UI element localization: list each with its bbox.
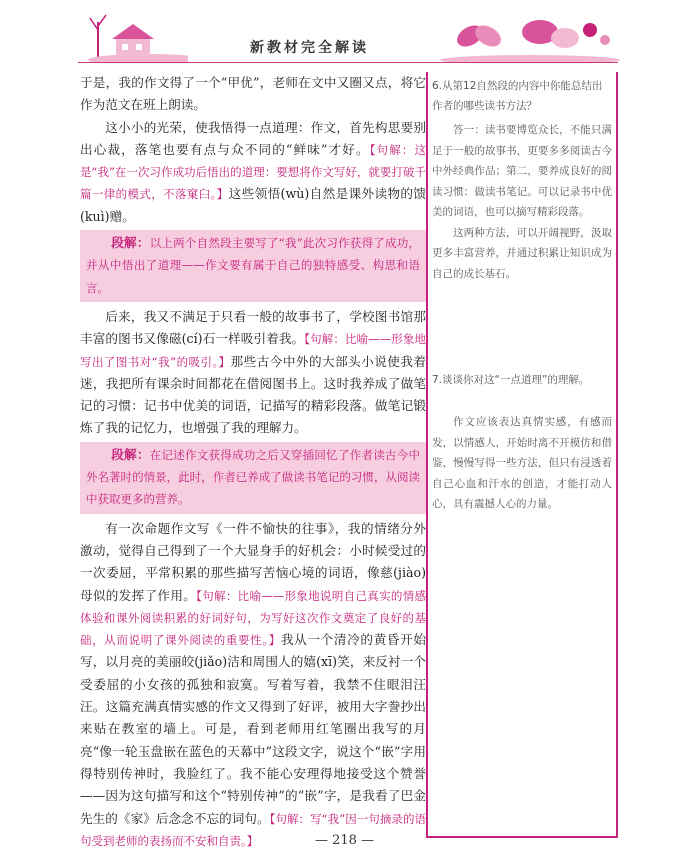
analysis-label: 段解：	[111, 235, 150, 251]
answer-6	[432, 120, 612, 284]
page-number: — 218 —	[314, 833, 375, 848]
butterfly-flower-decoration	[430, 12, 620, 62]
paragraph-text: 有一次命题作文写《一件不愉快的往事》，我的情绪分外激动，觉得自己得到了一个大显身手的好机会：小时候受过的一次委屈，平常积累的那些描写苦恼心境的词语，像慈(jiào)母似的发挥了作用。	[80, 520, 426, 603]
main-text-column	[80, 72, 426, 852]
answer-paragraph: 答一：读书要博览众长，不能只满足于一般的故事书，更要多多阅读古今中外经典作品；第二，要养成良好的阅读习惯：做读书笔记。可以记录书中优美的词语，也可以摘写精彩段落。	[432, 124, 612, 218]
question-6: 6.从第12自然段的内容中你能总结出作者的哪些读书方法？	[432, 80, 603, 112]
header-rule	[78, 62, 618, 63]
section-analysis	[86, 232, 420, 299]
paragraph-text: 那些古今中外的大部头小说使我着迷，我把所有课余时间都花在借阅图书上。这时我养成了做笔记的习惯：记书中优美的词语，记描写的精彩段落。做笔记锻炼了我的记忆力，也增强了我的理解力。	[80, 353, 426, 436]
paragraph-text: 这小小的光荣，使我悟得一点道理：作文，首先构思要别出心裁，落笔也要有点与众不同的“鲜味”才好。	[80, 119, 426, 157]
house-tree-decoration	[78, 12, 188, 62]
question-sidebar	[426, 72, 618, 838]
book-title: 新教材完全解读	[250, 40, 369, 56]
paragraph-text: 后来，我又不满足于只看一般的故事书了，学校图书馆那丰富的图书又像磁(cí)石一样吸引着我。	[80, 308, 426, 347]
section-analysis	[86, 444, 420, 511]
section-analysis-box	[80, 230, 426, 302]
analysis-text: 在记述作文获得成功之后又穿插回忆了作者读古今中外名著时的情景，此时，作者已养成了做读书笔记的习惯，从阅读中获取更多的营养。	[86, 447, 421, 507]
paragraph-text: 我从一个清冷的黄昏开始写，以月亮的美丽皎(jiǎo)洁和周围人的嬉(xī)笑，来反衬一个受委屈的小女孩的孤独和寂寞。写着写着，我禁不住眼泪汪汪。这篇充满真情实感的作文又得到了好评，被用大字誊抄出来贴在教室的墙上。可是，看到老师用红笔圈出我写的月亮“像一轮玉盘嵌在蓝色的天幕中”这段文字，说这个“嵌”字用得特别传神时，我脸红了。我不能心安理得地接受这个赞誉——因为这句描写和这个“特别传神”的“嵌”字，是我看了巴金先生的《家》后念念不忘的词句。	[80, 632, 426, 826]
question-7: 7.谈谈你对这“一点道理”的理解。	[432, 374, 590, 386]
analysis-text: 以上两个自然段主要写了“我”此次习作获得了成功，并从中悟出了道理——作文要有属于自己的独特感受、构思和语言。	[86, 236, 421, 295]
sentence-annotation: 【句解：这是“我”在一次习作成功后悟出的道理：要想将作文写好，就要打破千篇一律的模式，不落窠臼。】	[80, 142, 426, 202]
paragraph-text: 这些领悟(wù)自然是课外读物的馈(kuì)赠。	[80, 186, 426, 224]
answer-paragraph: 作文应该表达真情实感，有感而发，以情感人，开始时离不开模仿和借鉴，慢慢写得一些方法，但只有浸透着自己心血和汗水的创造，才能打动人心，具有震撼人心的力量。	[432, 416, 612, 510]
page-header	[0, 0, 689, 62]
analysis-label: 段解：	[111, 446, 150, 462]
paragraph: 于是，我的作文得了一个“甲优”，老师在文中又圈又点，将它作为范文在班上朗读。	[80, 75, 426, 113]
sentence-annotation: 【句解：写“我”因一句摘录的语句受到老师的表扬而不安和自责。】	[80, 811, 427, 848]
paragraph	[80, 518, 426, 852]
section-analysis-box	[80, 442, 426, 514]
paragraph	[80, 117, 426, 228]
sentence-annotation: 【句解：比喻——形象地说明自己真实的情感体验和课外阅读积累的好词好句，为写好这次作文奠定了良好的基础，从而说明了课外阅读的重要性。】	[80, 588, 427, 648]
answer-paragraph: 这两种方法，可以开阔视野，汲取更多丰富营养，并通过积累让知识成为自己的成长基石。	[432, 226, 612, 280]
answer-7	[432, 412, 612, 515]
paragraph	[80, 306, 426, 440]
sentence-annotation: 【句解：比喻——形象地写出了图书对“我”的吸引。】	[80, 332, 426, 369]
